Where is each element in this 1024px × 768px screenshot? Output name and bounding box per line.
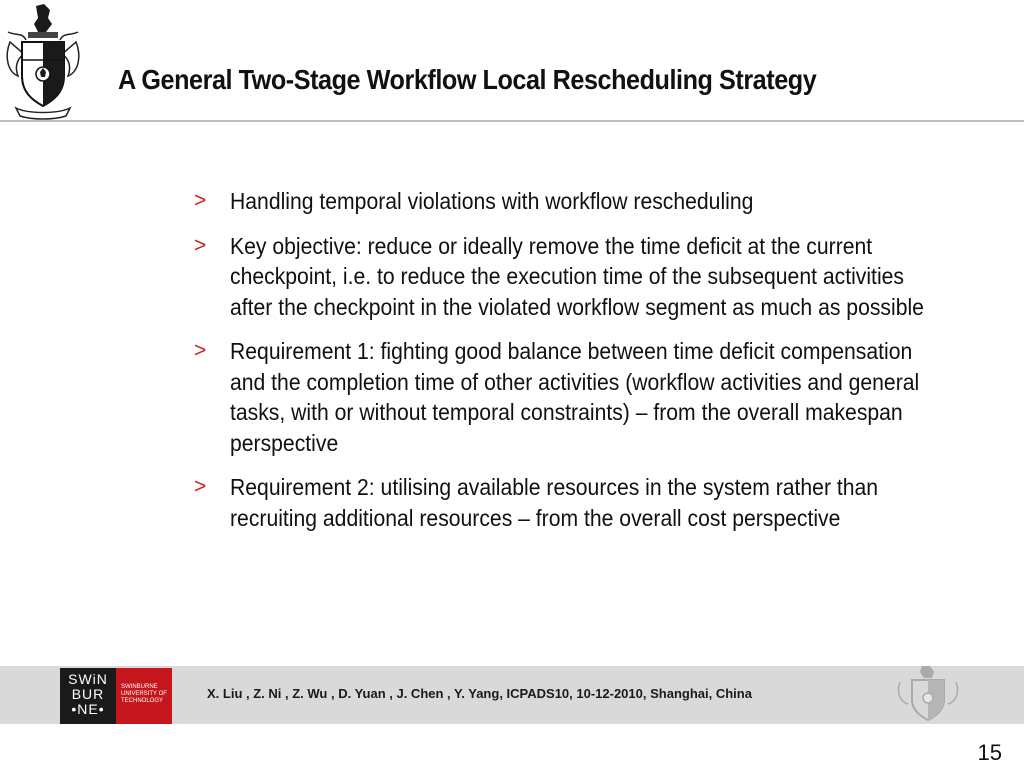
logo-line: BUR bbox=[71, 686, 105, 702]
slide-title: A General Two-Stage Workflow Local Rescheduling Strategy bbox=[118, 64, 817, 95]
bullet-marker: > bbox=[194, 475, 207, 498]
bullet-text: Requirement 1: fighting good balance between time deficit compensation and the completion time of other activities (workflow activities and general tasks, with or without temporal constraints) – from the overall makespan perspective bbox=[230, 338, 920, 456]
bullet-marker: > bbox=[194, 339, 207, 362]
list-item bbox=[194, 231, 924, 323]
bullet-marker: > bbox=[194, 233, 207, 257]
bullet-text: Key objective: reduce or ideally remove the time deficit at the current checkpoint, i.e. to reduce the execution time of the subsequent activities after the checkpoint in the violated workflow segment as much as possible bbox=[230, 232, 924, 320]
logo-subtext: SWINBURNE UNIVERSITY OF TECHNOLOGY bbox=[116, 668, 172, 724]
university-crest-icon bbox=[4, 2, 82, 120]
list-item bbox=[194, 186, 914, 217]
bullet-marker: > bbox=[194, 189, 207, 212]
footer-citation: X. Liu , Z. Ni , Z. Wu , D. Yuan , J. Chen , Y. Yang, ICPADS10, 10-12-2010, Shanghai, China bbox=[207, 686, 752, 701]
logo-line: SWiN bbox=[68, 671, 108, 687]
bullet-text: Handling temporal violations with workflow rescheduling bbox=[230, 188, 754, 214]
list-item bbox=[194, 472, 914, 533]
bullet-text: Requirement 2: utilising available resources in the system rather than recruiting additional resources – from the overall cost perspective bbox=[230, 474, 879, 531]
logo-line: •NE• bbox=[71, 701, 105, 717]
list-item bbox=[194, 336, 920, 458]
logo-wordmark bbox=[60, 668, 116, 724]
page-number: 15 bbox=[977, 740, 1002, 765]
watermark-crest-icon bbox=[896, 664, 960, 724]
swinburne-logo bbox=[60, 668, 172, 724]
bullet-list bbox=[194, 186, 924, 547]
title-divider bbox=[0, 120, 1024, 122]
